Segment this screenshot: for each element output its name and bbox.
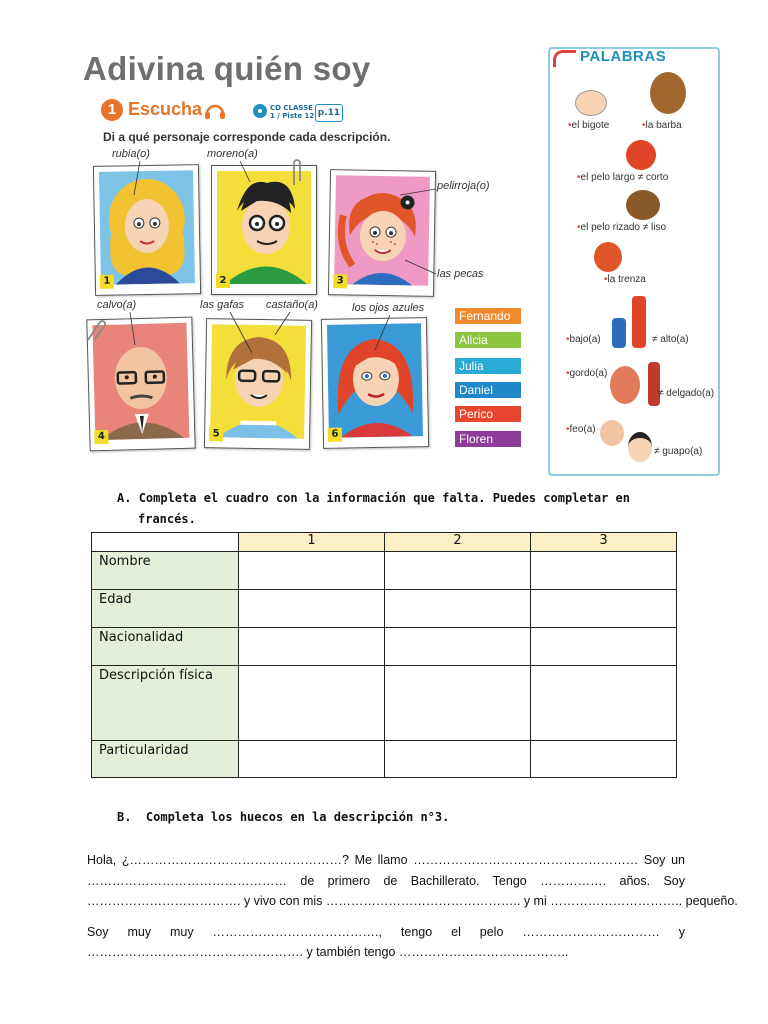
character-number: 2 — [216, 274, 230, 288]
table-corner-cell — [92, 533, 239, 552]
name-tag-perico: Perico — [455, 406, 521, 422]
vocab-pelo-rizado: •el pelo rizado ≠ liso — [577, 222, 667, 233]
answer-cell[interactable] — [239, 590, 385, 628]
answer-cell[interactable] — [385, 628, 531, 666]
vocab-barba: •la barba — [642, 120, 682, 131]
name-tag-julia: Julia — [455, 358, 521, 374]
handsome-face-icon — [628, 432, 652, 462]
face-long-hair-icon — [626, 140, 656, 170]
answer-cell[interactable] — [385, 590, 531, 628]
character-frame-3 — [328, 169, 436, 297]
character-portrait-blonde — [99, 170, 195, 285]
headphones-icon — [204, 102, 226, 120]
answer-cell[interactable] — [531, 628, 677, 666]
vocab-bigote: •el bigote — [568, 120, 610, 131]
tall-person-icon — [632, 296, 646, 348]
name-tag-floren: Floren — [455, 431, 521, 447]
ugly-face-icon — [600, 420, 624, 446]
row-label: Edad — [92, 590, 239, 628]
paperclip-icon — [290, 157, 304, 187]
answer-cell[interactable] — [531, 741, 677, 778]
vocab-guapo: ≠ guapo(a) — [654, 446, 703, 457]
column-header: 1 — [239, 533, 385, 552]
paperclip-icon — [84, 318, 108, 344]
row-label: Nacionalidad — [92, 628, 239, 666]
palabras-vocabulary-panel — [548, 47, 720, 476]
cd-icon — [253, 104, 267, 118]
palabras-title: PALABRAS — [580, 48, 667, 65]
face-braid-icon — [594, 242, 622, 272]
vocab-feo: •feo(a) — [566, 424, 596, 435]
short-person-icon — [612, 318, 626, 348]
page-title: Adivina quién soy — [83, 50, 371, 87]
annotation-pelirrojo: pelirroja(o) — [437, 180, 490, 192]
row-label: Nombre — [92, 552, 239, 590]
annotation-calvo: calvo(a) — [97, 299, 137, 311]
answer-cell[interactable] — [531, 552, 677, 590]
annotation-ojos: los ojos azules — [352, 302, 425, 314]
annotation-moreno: moreno(a) — [207, 148, 258, 160]
answer-cell[interactable] — [531, 666, 677, 741]
character-frame-6 — [321, 317, 429, 449]
character-portrait-redhead-blue-eyes — [327, 323, 423, 438]
character-number: 3 — [333, 274, 347, 288]
fill-in-line[interactable]: Hola, ¿……………………………………………? Me llamo ……………………………………………… Soy un — [87, 853, 685, 867]
info-table — [91, 532, 677, 778]
vocab-alto: ≠ alto(a) — [652, 334, 689, 345]
annotation-rubio: rubia(o) — [112, 148, 150, 160]
vocab-gordo: •gordo(a) — [566, 368, 608, 379]
fill-in-line[interactable]: ………………………………. y vivo con mis ……………………………………….. y mi ………………………….. pequeño. — [87, 894, 738, 908]
answer-cell[interactable] — [239, 628, 385, 666]
answer-cell[interactable] — [239, 666, 385, 741]
annotation-gafas: las gafas — [200, 299, 245, 311]
fill-in-line[interactable]: ………………………………………… de primero de Bachillerato. Tengo ……………. años. Soy — [87, 874, 685, 888]
exercise-number-badge: 1 — [101, 99, 123, 121]
section-b-instruction: B. Completa los huecos en la descripción n°3. — [117, 810, 450, 824]
answer-cell[interactable] — [385, 552, 531, 590]
page-reference: p.11 — [315, 104, 343, 122]
character-portrait-redhead-freckles — [334, 175, 430, 286]
vocab-delgado: ≠ delgado(a) — [658, 388, 715, 399]
face-moustache-icon — [575, 90, 607, 116]
character-frame-1 — [93, 164, 201, 296]
fill-in-line[interactable]: Soy muy muy …………………………………., tengo el pelo …………………………… y — [87, 925, 685, 939]
fat-person-icon — [610, 366, 640, 404]
face-beard-icon — [650, 72, 686, 114]
character-portrait-brown-hair-glasses — [210, 324, 306, 439]
table-row — [92, 741, 677, 778]
escucha-label: Escucha — [128, 99, 203, 119]
row-label: Particularidad — [92, 741, 239, 778]
panel-hook-decoration — [553, 50, 576, 67]
row-label: Descripción física — [92, 666, 239, 741]
table-row — [92, 552, 677, 590]
answer-cell[interactable] — [385, 666, 531, 741]
character-number: 4 — [94, 430, 108, 444]
character-number: 1 — [100, 275, 114, 289]
answer-cell[interactable] — [531, 590, 677, 628]
cd-label: CD CLASSE 1 / Piste 12 — [270, 104, 315, 120]
vocab-pelo-largo: •el pelo largo ≠ corto — [577, 172, 669, 183]
exercise-instruction: Di a qué personaje corresponde cada descripción. — [103, 130, 391, 144]
vocab-bajo: •bajo(a) — [566, 334, 601, 345]
answer-cell[interactable] — [239, 741, 385, 778]
annotation-pecas: las pecas — [437, 268, 484, 280]
table-row — [92, 590, 677, 628]
table-row — [92, 666, 677, 741]
name-tag-fernando: Fernando — [455, 308, 521, 324]
column-header: 2 — [385, 533, 531, 552]
annotation-castano: castaño(a) — [266, 299, 318, 311]
character-number: 6 — [328, 428, 342, 442]
name-tag-alicia: Alicia — [455, 332, 521, 348]
face-curly-hair-icon — [626, 190, 660, 220]
character-number: 5 — [209, 427, 223, 441]
character-frame-5 — [204, 318, 312, 450]
answer-cell[interactable] — [239, 552, 385, 590]
fill-in-line[interactable]: ……………………………………………. y también tengo ………………………………….. — [87, 945, 569, 959]
name-tag-daniel: Daniel — [455, 382, 521, 398]
answer-cell[interactable] — [385, 741, 531, 778]
column-header: 3 — [531, 533, 677, 552]
thin-person-icon — [648, 362, 660, 406]
vocab-trenza: •la trenza — [604, 274, 646, 285]
table-row — [92, 628, 677, 666]
character-portrait-dark-hair — [217, 171, 311, 284]
section-a-instruction: A. Completa el cuadro con la información que falta. Puedes completar en francés. — [117, 491, 630, 526]
